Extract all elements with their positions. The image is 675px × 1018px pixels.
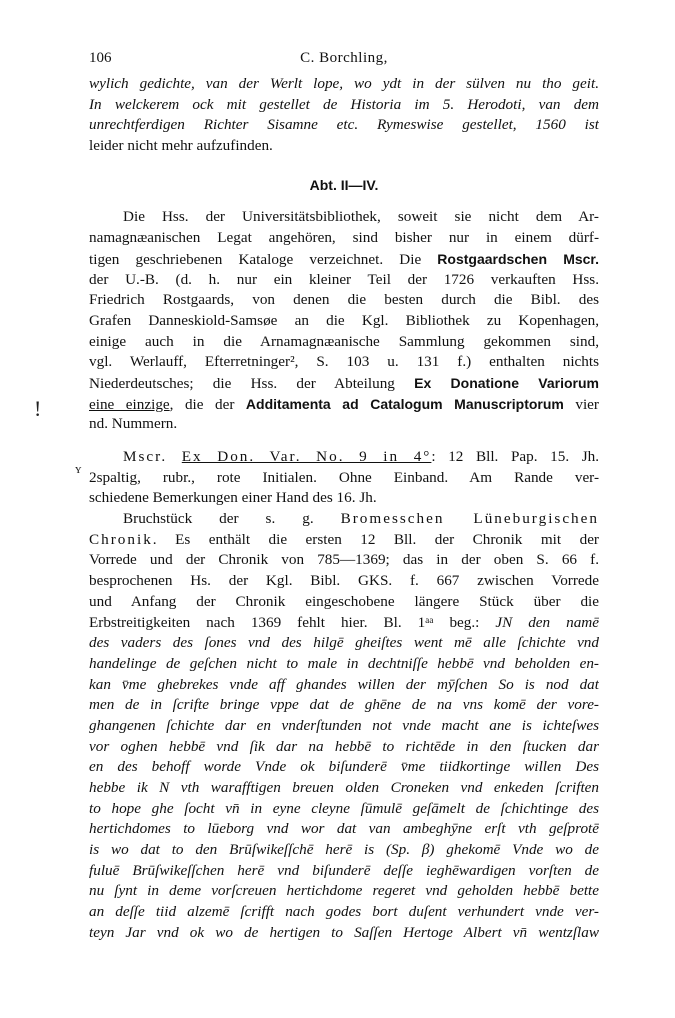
- text-line: tigen geschriebenen Kataloge verzeichnet. Die Rostgaardschen Mscr.: [89, 250, 599, 268]
- text-line: Chronik. Es enthält die ersten 12 Bll. der Chronik mit der: [89, 530, 599, 548]
- text-line: Mscr. Ex Don. Var. No. 9 in 4°: 12 Bll. Pap. 15. Jh.: [123, 448, 599, 465]
- text-line: Erbstreitigkeiten nach 1369 fehlt hier. Bl. 1ᵃᵃ beg.: JN den namē: [89, 613, 599, 631]
- quote-line: nu ſynt in deme vorſcreuen hertichdome regeret vnd geholden hebbē bette: [89, 882, 599, 900]
- quote-line: vor oghen hebbē vnd ſik dar na hebbē to richtēde in den ſtucken dar: [89, 737, 599, 755]
- quote-line: des vaders des ſones vnd des hilgē gheiſtes went mē alle ſchichte vnd: [89, 634, 599, 652]
- section-title: Abt. II—IV.: [309, 176, 379, 193]
- text-line: unrechtferdigen Richter Sisamne etc. Rymeswise gestellet, 1560 ist: [89, 116, 599, 134]
- text-line: Grafen Danneskiold-Samsøe an die Kgl. Bibliothek zu Kopenhagen,: [89, 311, 599, 329]
- text-line: nd. Nummern.: [89, 415, 178, 433]
- paragraph-4: [89, 509, 599, 633]
- text-line: vgl. Werlauff, Efterretninger², S. 103 u. 131 f.) enthalten nichts: [89, 353, 599, 371]
- text-line: Die Hss. der Universitätsbibliothek, soweit sie nicht dem Ar-: [123, 208, 599, 226]
- text-line: eine einzige, die der Additamenta ad Catalogum Manuscriptorum vier: [89, 395, 599, 413]
- text-line: Bruchstück der s. g. Bromesschen Lüneburgischen: [123, 510, 599, 528]
- text-line: der U.-B. (d. h. nur ein kleiner Teil der 1726 verkauften Hss.: [89, 270, 599, 288]
- quote-line: fuluē Brūſwikeſſchen herē vnd biſunderē deſſe ieghēwardigen vorſten de: [89, 861, 599, 879]
- text-line: wylich gedichte, van der Werlt lope, wo ydt in der sülven nu tho geit.: [89, 75, 599, 92]
- text-line: einige auch in die Arnamagnæanische Sammlung gekommen sind,: [89, 332, 599, 350]
- margin-exclamation-mark: !: [34, 396, 42, 421]
- text-line: schiedene Bemerkungen einer Hand des 16. Jh.: [89, 489, 377, 507]
- text-line: leider nicht mehr aufzufinden.: [89, 137, 273, 155]
- quote-line: to hope ghe ſocht vn̄ in eyne cleyne ſūmulē geſāmelt de ſchichtinge des: [89, 799, 599, 817]
- text-line: 2spaltig, rubr., rote Initialen. Ohne Einband. Am Rande ver-: [89, 468, 599, 486]
- text-line: und Anfang der Chronik eingeschobene längere Stück über die: [89, 592, 599, 610]
- quote-line: men de in ſcrifte bringe vppe dat de ghēne de na vns komē der vore-: [89, 696, 599, 714]
- page: [89, 50, 599, 944]
- quote-line: hertichdomes to lūeborg vnd wor dat van ambeghȳne erſt vth geſprotē: [89, 820, 599, 838]
- quote-line: en des behoff worde Vnde ok biſunderē v̄me tiidkortinge willen Des: [89, 758, 599, 776]
- paragraph-1: [89, 74, 599, 157]
- quote-line: ghangenen ſchichte dar en vnderſtunden not vnde macht ane is ichteſwes: [89, 716, 599, 734]
- quote-line: kan v̄me ghebrekes vnde aff ghandes willen der mȳſchen So is nod dat: [89, 675, 599, 693]
- text-line: Vorrede und der Chronik von 785—1369; das in der oben S. 66 f.: [89, 551, 599, 569]
- text-line: Niederdeutsches; die Hss. der Abteilung Ex Donatione Variorum: [89, 374, 599, 392]
- page-number: 106: [89, 50, 112, 66]
- text-line: In welckerem ock mit gestellet de Historia im 5. Herodoti, van dem: [89, 95, 599, 113]
- quote-line: teyn Jar vnd ok wo de hertigen to Saſſen Hertoge Albert vn̄ wentzſlaw: [89, 923, 599, 941]
- text-line: besprochenen Hs. der Kgl. Bibl. GKS. f. 667 zwischen Vorrede: [89, 572, 599, 590]
- quoted-text: [89, 633, 599, 943]
- quote-line: an deſſe tiid alzemē ſcrifft nach godes bort duſent verhundert vnde ver-: [89, 903, 599, 921]
- margin-tick-mark: ʏ: [75, 461, 82, 476]
- text-line: namagnæanischen Legat angehören, sind bisher nur in einem dürf-: [89, 229, 599, 247]
- paragraph-2: [89, 207, 599, 435]
- paragraph-3: [89, 447, 599, 509]
- quote-line: is wo dat to den Brūſwikeſſchē herē is (Sp. β) ghekomē Vnde wo de: [89, 841, 599, 859]
- page-header: [89, 50, 599, 74]
- quote-line: handelinge de geſchen nicht to male in dechtniſſe hebbē vnd beholden en-: [89, 654, 599, 672]
- quote-line: hebbe ik N vth warafftigen breuen olden Croneken vnd enkeden ſcriften: [89, 779, 599, 796]
- text-line: Friedrich Rostgaards, von denen die besten durch die Bibl. des: [89, 291, 599, 309]
- running-title: C. Borchling,: [300, 50, 388, 66]
